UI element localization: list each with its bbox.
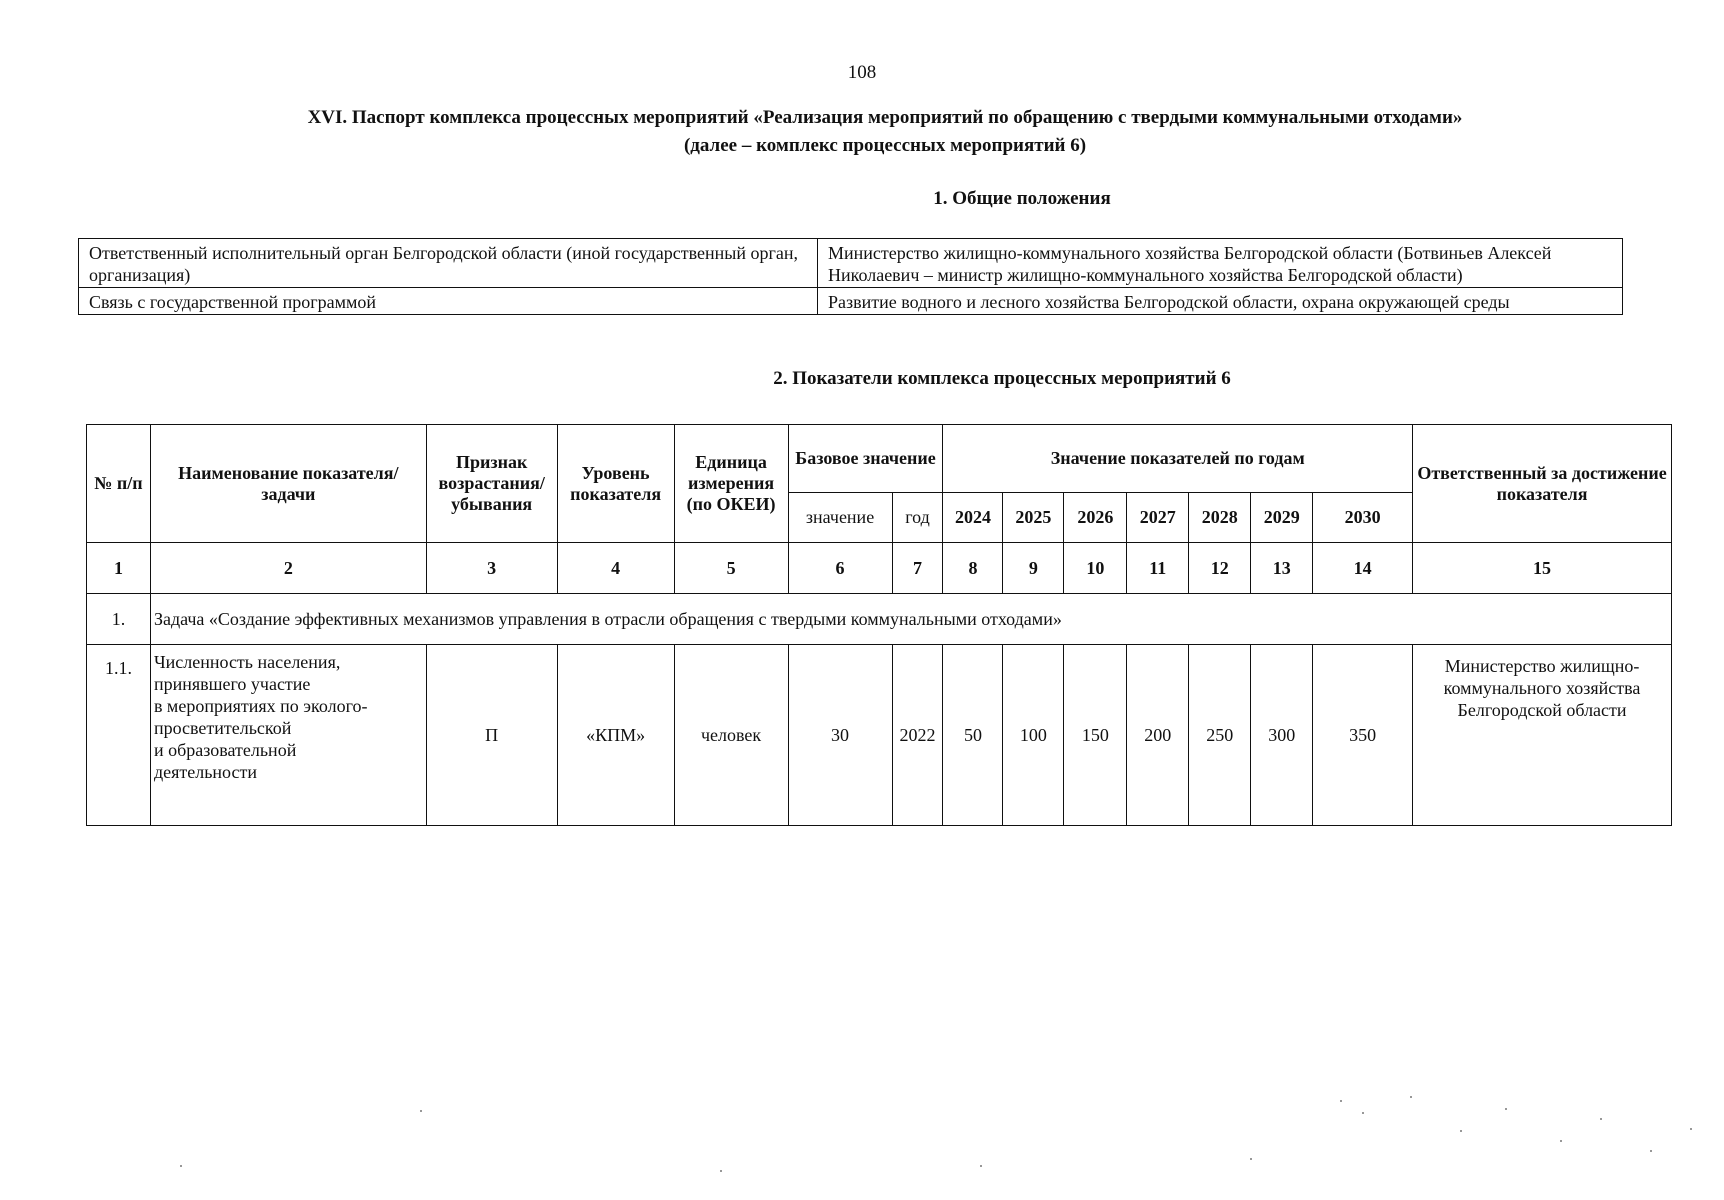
header-sign: Признак возрастания/ убывания	[426, 425, 557, 543]
responsible-line: коммунального хозяйства	[1443, 678, 1641, 698]
scan-speck	[1650, 1150, 1652, 1152]
header-name: Наименование показателя/задачи	[150, 425, 426, 543]
column-numbers-row	[87, 543, 1672, 594]
indicator-name-line: и образовательной	[153, 740, 297, 760]
indicator-name	[150, 645, 426, 826]
column-number: 4	[557, 543, 674, 594]
responsible-line: Белгородской области	[1457, 700, 1627, 720]
general-row-value: Министерство жилищно-коммунального хозяйства Белгородской области (Ботвиньев Алексей Николаевич – министр жилищно-коммунального хозяйства Белгородской области)	[818, 239, 1623, 288]
indicator-value-2026: 150	[1064, 645, 1127, 826]
indicator-value-2029: 300	[1251, 645, 1313, 826]
table-row	[87, 645, 1672, 826]
general-row-value: Развитие водного и лесного хозяйства Белгородской области, охрана окружающей среды	[818, 288, 1623, 315]
column-number: 7	[892, 543, 943, 594]
general-provisions-table	[78, 238, 1623, 315]
header-level: Уровень показателя	[557, 425, 674, 543]
general-row	[79, 288, 1623, 315]
task-text: Задача «Создание эффективных механизмов управления в отрасли обращения с твердыми коммунальными отходами»	[150, 594, 1671, 645]
header-year-2024: 2024	[943, 493, 1003, 543]
header-row-1	[87, 425, 1672, 493]
indicator-name-line: Численность населения,	[153, 652, 341, 672]
column-number: 1	[87, 543, 151, 594]
indicator-value-2025: 100	[1003, 645, 1064, 826]
column-number: 8	[943, 543, 1003, 594]
scan-speck	[720, 1170, 722, 1172]
column-number: 6	[788, 543, 892, 594]
scan-speck	[1690, 1128, 1692, 1130]
scan-speck	[1340, 1100, 1342, 1102]
indicator-name-line: деятельности	[153, 762, 257, 782]
responsible-line: Министерство жилищно-	[1444, 656, 1640, 676]
indicator-responsible	[1413, 645, 1672, 826]
header-base-year: год	[892, 493, 943, 543]
task-num: 1.	[87, 594, 151, 645]
indicator-value-2030: 350	[1313, 645, 1413, 826]
scan-speck	[180, 1165, 182, 1167]
header-year-2030: 2030	[1313, 493, 1413, 543]
indicator-base-year: 2022	[892, 645, 943, 826]
document-title-line-2: (далее – комплекс процессных мероприятий 6)	[683, 135, 1087, 156]
column-number: 10	[1064, 543, 1127, 594]
general-row-key: Связь с государственной программой	[79, 288, 818, 315]
header-unit: Единица измерения (по ОКЕИ)	[674, 425, 788, 543]
header-year-2028: 2028	[1189, 493, 1251, 543]
header-years-group: Значение показателей по годам	[943, 425, 1413, 493]
column-number: 2	[150, 543, 426, 594]
indicator-unit: человек	[674, 645, 788, 826]
column-number: 14	[1313, 543, 1413, 594]
indicator-name-line: принявшего участие	[153, 674, 311, 694]
scan-speck	[420, 1110, 422, 1112]
indicator-value-2028: 250	[1189, 645, 1251, 826]
scan-speck	[1410, 1096, 1412, 1098]
header-base: Базовое значение	[788, 425, 943, 493]
scan-speck	[1560, 1140, 1562, 1142]
indicator-level: «КПМ»	[557, 645, 674, 826]
header-base-value: значение	[788, 493, 892, 543]
indicator-value-2024: 50	[943, 645, 1003, 826]
column-number: 15	[1413, 543, 1672, 594]
column-number: 3	[426, 543, 557, 594]
column-number: 9	[1003, 543, 1064, 594]
indicator-name-line: в мероприятиях по эколого-	[153, 696, 368, 716]
indicator-name-line: просветительской	[153, 718, 292, 738]
document-title-line-1: XVI. Паспорт комплекса процессных мероприятий «Реализация мероприятий по обращению с твердыми коммунальными отходами»	[307, 107, 1463, 128]
header-year-2027: 2027	[1127, 493, 1189, 543]
header-year-2026: 2026	[1064, 493, 1127, 543]
general-row	[79, 239, 1623, 288]
column-number: 12	[1189, 543, 1251, 594]
header-year-2029: 2029	[1251, 493, 1313, 543]
indicator-base-value: 30	[788, 645, 892, 826]
indicator-sign: П	[426, 645, 557, 826]
scan-speck	[1505, 1108, 1507, 1110]
scan-speck	[1250, 1158, 1252, 1160]
scan-speck	[1600, 1118, 1602, 1120]
header-year-2025: 2025	[1003, 493, 1064, 543]
indicator-value-2027: 200	[1127, 645, 1189, 826]
scan-speck	[1460, 1130, 1462, 1132]
header-num: № п/п	[87, 425, 151, 543]
column-number: 5	[674, 543, 788, 594]
section-1-title: 1. Общие положения	[933, 188, 1111, 209]
general-row-key: Ответственный исполнительный орган Белгородской области (иной государственный орган, организация)	[79, 239, 818, 288]
column-number: 11	[1127, 543, 1189, 594]
scan-speck	[1362, 1112, 1364, 1114]
column-number: 13	[1251, 543, 1313, 594]
row-num: 1.1.	[87, 645, 151, 826]
header-responsible: Ответственный за достижение показателя	[1413, 425, 1672, 543]
document-title	[80, 104, 1690, 160]
page-number: 108	[847, 62, 877, 83]
section-2-title: 2. Показатели комплекса процессных мероприятий 6	[773, 368, 1231, 389]
task-row	[87, 594, 1672, 645]
indicators-table	[86, 424, 1672, 826]
scan-speck	[980, 1165, 982, 1167]
